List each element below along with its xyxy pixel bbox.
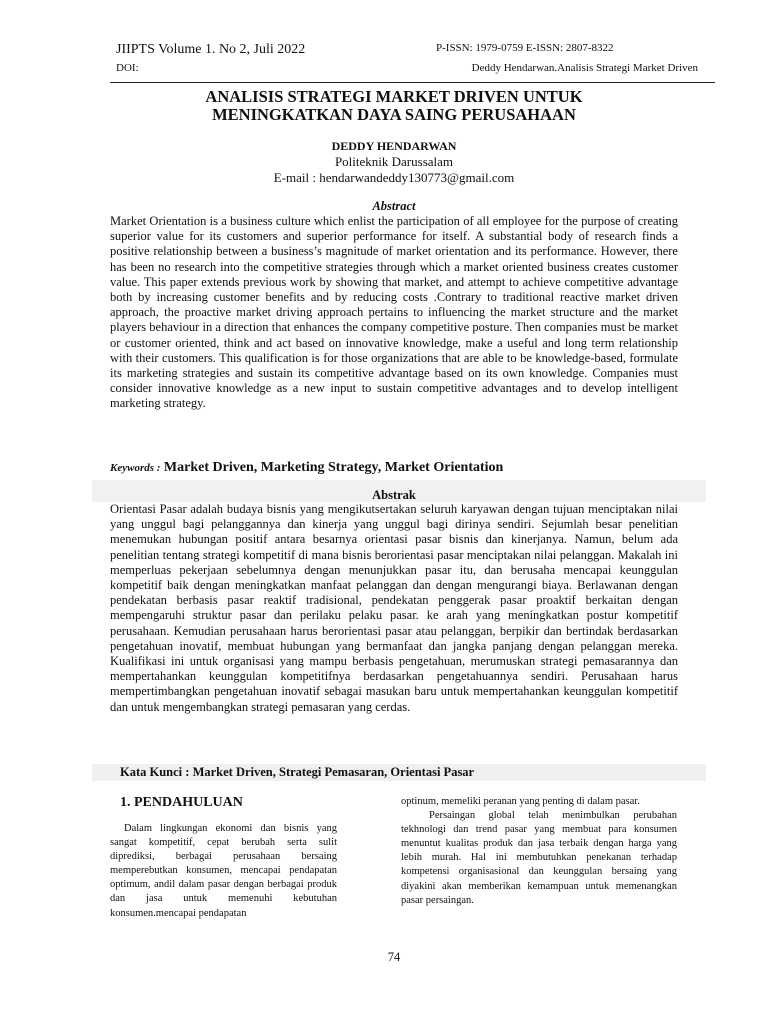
author-block xyxy=(110,138,678,186)
keywords-label: Keywords : xyxy=(110,462,161,474)
author-email: E-mail : hendarwandeddy130773@gmail.com xyxy=(273,170,515,185)
abstract-indonesian: Orientasi Pasar adalah budaya bisnis yang mengikutsertakan seluruh karyawan dengan tujuan menciptakan nilai yang unggul bagi pelanggannya dan kinerja yang unggul bagi dirinya sendiri. Sejumlah besar penelitian menemukan hubungan positif antara besarnya orientasi pasar bisnis dan kinerjanya. Namun, belum ada penelitian tentang strategi kompetitif di mana bisnis berorientasi pasar menciptakan nilai pelanggan. Makalah ini memperluas pekerjaan sebelumnya dengan menunjukkan pasar itu, dan berusaha mencapai keunggulan kompetitif baik dengan meningkatkan manfaat pelanggan dan dengan mengurangi biaya. Berlawanan dengan pendekatan berbasis pasar reaktif tradisional, pendekatan penggerak pasar proaktif berkaitan dengan mempengaruhi struktur pasar dan perilaku pelaku pasar. ke arah yang meningkatkan postur kompetitif perusahaan. Kemudian perusahaan harus berorientasi pasar atau pelanggan, berpikir dan bertindak berdasarkan pengetahuan inovatif, membuat hubungan yang bermanfaat dan jangka panjang dengan pelanggan mereka. Kualifikasi ini untuk organisasi yang mampu berbasis pengetahuan, merumuskan strategi pemasarannya dan mempertahankan keunggulan kompetitifnya berdasarkan pengetahuannya sendiri. Perusahaan harus mempertimbangkan pengetahuan inovatif sebagai masukan baru untuk mempertahankan keunggulan kompetitif dan untuk mengembangkan strategi pemasaran yang cerdas. xyxy=(110,502,678,714)
issn-info: P-ISSN: 1979-0759 E-ISSN: 2807-8322 xyxy=(436,42,614,54)
author-affiliation: Politeknik Darussalam xyxy=(334,154,454,169)
kata-kunci-text: Kata Kunci : Market Driven, Strategi Pemasaran, Orientasi Pasar xyxy=(120,765,475,779)
keywords-text: Market Driven, Marketing Strategy, Market Orientation xyxy=(160,460,504,475)
right-column-paragraph-2: Persaingan global telah menimbulkan perubahan tekhnologi dan trend pasar yang membuat para konsumen menuntut kualitas produk dan jasa terbaik dengan harga yang lebih murah. Hal ini membutuhkan penekanan terhadap kompetensi organisasional dan keunggulan bersaing yang diyakini akan memberikan kemampuan untuk memenangkan pasar persaingan. xyxy=(401,810,677,906)
journal-name: JIIPTS Volume 1. No 2, Juli 2022 xyxy=(116,42,306,57)
title-line-2: MENINGKATKAN DAYA SAING PERUSAHAAN xyxy=(212,105,576,124)
abstrak-heading: Abstrak xyxy=(372,488,416,502)
title-line-1: ANALISIS STRATEGI MARKET DRIVEN UNTUK xyxy=(205,87,583,106)
paper-title xyxy=(110,88,678,124)
author-name: DEDDY HENDARWAN xyxy=(331,139,457,153)
right-column xyxy=(401,795,677,908)
abstract-english: Market Orientation is a business culture which enlist the participation of all employee for the purpose of creating superior value for its customers and superior performance for itself. A substantial body of research finds a positive relationship between a business’s magnitude of market orientation and its performance. However, there has been no research into the competitive strategies through which a market oriented business creates customer value. This paper extends previous work by showing that market, and attempt to achieve competitive advantage both by increasing customer benefits and by reducing costs .Contrary to traditional reactive market driven approach, the proactive market driving approach pertains to influencing the market structure and the market players behaviour in a direction that enhances the company competitive posture. Then companies must be market or customer oriented, think and act based on innovative knowledge, make a useful and long term relationship with their customers. This qualification is for those organizations that are able to be knowledge-based, formulate its marketing strategies and sustain its competitive advantage based on its own knowledge. Companies must consider innovative knowledge as a new input to sustain competitive advantages and to develop intelligent marketing strategy. xyxy=(110,214,678,411)
header-divider xyxy=(110,82,715,83)
page-number: 74 xyxy=(387,950,401,964)
kata-kunci-bar xyxy=(92,764,706,781)
left-column-paragraph: Dalam lingkungan ekonomi dan bisnis yang sangat kompetitif, cepat berubah serta sulit diprediksi, berbagai perusahaan bersaing memperebutkan konsumen, mencapai pendapatan optimum, andil dalam pasar dengan berbagai produk dan jasa untuk memenuhi kebutuhan konsumen.mencapai pendapatan xyxy=(110,823,337,919)
right-column-paragraph-1: optinum, memeliki peranan yang penting di dalam pasar. xyxy=(401,796,640,807)
journal-subheader xyxy=(116,62,698,78)
doi-label: DOI: xyxy=(116,62,139,74)
keywords-line xyxy=(110,460,678,476)
running-title: Deddy Hendarwan.Analisis Strategi Market Driven xyxy=(471,62,698,74)
journal-header xyxy=(116,42,698,60)
abstract-heading: Abstract xyxy=(372,199,416,213)
section-heading-pendahuluan: 1. PENDAHULUAN xyxy=(120,795,243,810)
